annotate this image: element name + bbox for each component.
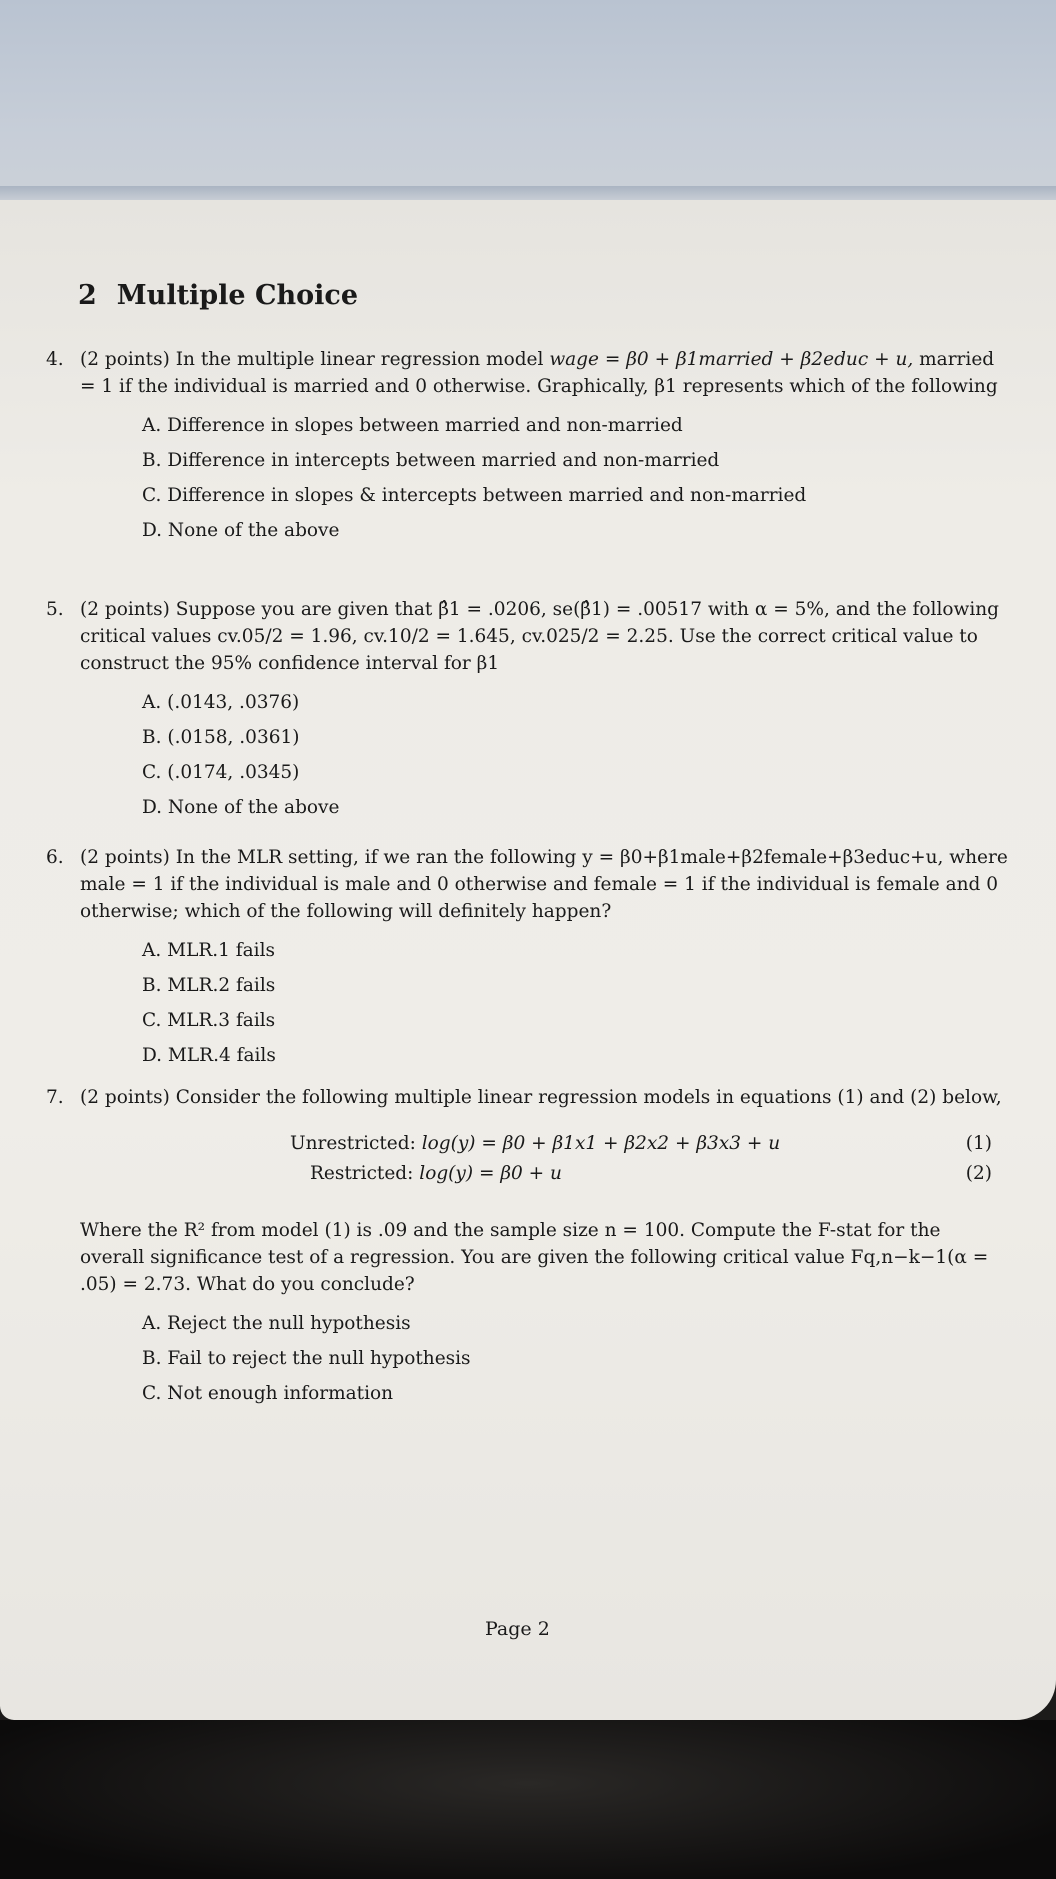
answer-options — [142, 408, 1008, 548]
question-text: In the multiple linear regression model — [175, 349, 544, 370]
equations — [80, 1125, 1008, 1191]
question-points: (2 points) — [80, 599, 170, 620]
section-heading — [78, 280, 358, 311]
option-b[interactable]: B. (.0158, .0361) — [142, 727, 300, 748]
equation-expression: log(y) = β0 + u — [419, 1163, 562, 1184]
option-d[interactable]: D. None of the above — [142, 797, 340, 818]
answer-options — [142, 685, 1008, 825]
option-a[interactable]: A. Reject the null hypothesis — [142, 1313, 411, 1334]
background-bottom — [0, 1720, 1056, 1879]
equation-label: Unrestricted: — [290, 1133, 416, 1154]
question-text-continued: Where the R² from model (1) is .09 and the sample size n = 100. Compute the F-stat for the overall significance test of a regression. You are given the following critical value Fq,n−k−1(α = .05) = 2.73. What do you conclude? — [80, 1220, 989, 1295]
question-number: 6. — [46, 847, 64, 868]
option-d[interactable]: D. MLR.4 fails — [142, 1045, 276, 1066]
question-7 — [46, 1084, 1008, 1411]
question-6 — [46, 844, 1008, 1073]
question-text-continued: married = 1 if the individual is married and 0 otherwise. Graphically, β1 represents which of the following — [80, 349, 998, 397]
page-number: Page 2 — [485, 1618, 550, 1640]
answer-options — [142, 933, 1008, 1073]
question-number: 4. — [46, 349, 64, 370]
answer-options — [142, 1306, 1008, 1411]
option-b[interactable]: B. MLR.2 fails — [142, 975, 276, 996]
option-c[interactable]: C. MLR.3 fails — [142, 1010, 276, 1031]
question-number: 7. — [46, 1087, 64, 1108]
question-text: Suppose you are given that β̂1 = .0206, se(β̂1) = .00517 with α = 5%, and the following critical values cv.05/2 = 1.96, cv.10/2 = 1.645, cv.025/2 = 2.25. Use the correct critical value to construct the 95% confidence interval for β1 — [80, 599, 1000, 674]
equation-number: (1) — [965, 1133, 992, 1154]
question-4 — [46, 346, 1008, 548]
regression-model: wage = β0 + β1married + β2educ + u, — [549, 349, 914, 370]
question-5 — [46, 596, 1008, 825]
question-points: (2 points) — [80, 1087, 170, 1108]
equation-number: (2) — [965, 1163, 992, 1184]
option-c[interactable]: C. Difference in slopes & intercepts between married and non-married — [142, 485, 807, 506]
question-text: In the MLR setting, if we ran the following y = β0+β1male+β2female+β3educ+u, where male = 1 if the individual is male and 0 otherwise and female = 1 if the individual is female and 0 otherwise; which of the following will definitely happen? — [80, 847, 1008, 922]
option-a[interactable]: A. MLR.1 fails — [142, 940, 276, 961]
section-number: 2 — [78, 280, 97, 311]
option-a[interactable]: A. (.0143, .0376) — [142, 692, 300, 713]
question-number: 5. — [46, 599, 64, 620]
equation-expression: log(y) = β0 + β1x1 + β2x2 + β3x3 + u — [421, 1133, 781, 1154]
equation-label: Restricted: — [310, 1163, 414, 1184]
option-b[interactable]: B. Difference in intercepts between married and non-married — [142, 450, 720, 471]
option-d[interactable]: D. None of the above — [142, 520, 340, 541]
section-title: Multiple Choice — [116, 280, 359, 311]
question-text: Consider the following multiple linear regression models in equations (1) and (2) below, — [175, 1087, 1002, 1108]
option-c[interactable]: C. Not enough information — [142, 1383, 394, 1404]
question-points: (2 points) — [80, 349, 170, 370]
option-b[interactable]: B. Fail to reject the null hypothesis — [142, 1348, 471, 1369]
question-points: (2 points) — [80, 847, 170, 868]
option-a[interactable]: A. Difference in slopes between married and non-married — [142, 415, 683, 436]
option-c[interactable]: C. (.0174, .0345) — [142, 762, 300, 783]
equation-1 — [290, 1129, 780, 1159]
equation-2 — [310, 1159, 562, 1189]
exam-page — [0, 200, 1056, 1720]
